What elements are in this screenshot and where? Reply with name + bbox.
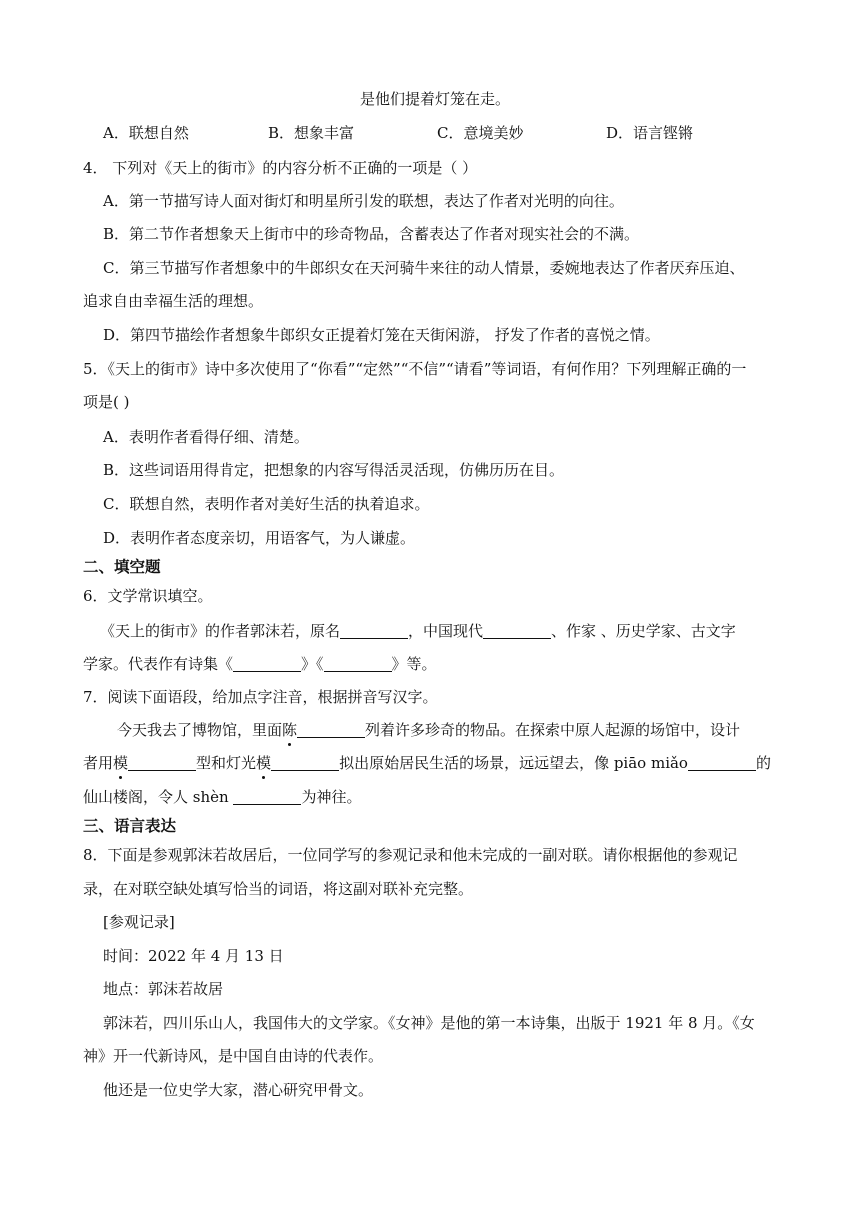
q5-stem-line1: 5．《天上的街市》诗中多次使用了“你看”“定然”“不信”“请看”等词语，有何作用？下列理解正确的一	[83, 360, 747, 378]
q7-line3	[83, 786, 361, 808]
q3-option-d: D．语言铿锵	[606, 124, 694, 142]
q4-option-b: B．第二节作者想象天上街市中的珍奇物品，含蓄表达了作者对现实社会的不满。	[103, 225, 640, 243]
q7-blank-chen-pinyin[interactable]	[297, 719, 365, 738]
q5-option-c: C．联想自然，表明作者对美好生活的执着追求。	[103, 495, 430, 513]
q6-blank-collection-2[interactable]	[324, 653, 392, 672]
section-heading-fill-blank: 二、填空题	[83, 558, 161, 576]
q6-line1	[100, 620, 736, 642]
q6-text-2: ，中国现代	[408, 622, 484, 640]
q3-option-b: B．想象丰富	[268, 124, 355, 142]
q3-option-c: C．意境美妙	[437, 124, 524, 142]
q8-stem-line1: 8．下面是参观郭沫若故居后，一位同学写的参观记录和他未完成的一副对联。请你根据他的参观记	[83, 846, 738, 864]
q5-stem-line2: 项是( )	[83, 393, 130, 411]
q3-tail: 是他们提着灯笼在走。	[360, 90, 511, 108]
section-heading-language-expression: 三、语言表达	[83, 817, 177, 835]
q6-blank-collection-1[interactable]	[233, 653, 301, 672]
q7-text-4: 型和灯光	[196, 754, 257, 772]
q5-option-a: A．表明作者看得仔细、清楚。	[103, 428, 309, 446]
q8-record-paragraph1-line2: 神》开一代新诗风，是中国自由诗的代表作。	[83, 1047, 384, 1065]
q7-blank-mo-pinyin-1[interactable]	[128, 752, 196, 771]
q7-dotted-char-mo-1: 模	[113, 754, 129, 772]
q8-record-title: [参观记录]	[103, 913, 175, 931]
q7-text-8: 为神往。	[301, 788, 362, 806]
q6-text-6: 》等。	[391, 655, 437, 673]
q7-text-7: 仙山楼阁，令人 shèn	[83, 788, 234, 806]
q8-record-paragraph2: 他还是一位史学大家，潜心研究甲骨文。	[103, 1081, 374, 1099]
q4-option-c-line1: C．第三节描写作者想象中的牛郎织女在天河骑牛来往的动人情景，委婉地表达了作者厌弃压迫、	[103, 259, 745, 277]
q7-blank-mo-pinyin-2[interactable]	[271, 752, 339, 771]
q6-blank-identity[interactable]	[483, 620, 551, 639]
q6-text-5: 》《	[301, 655, 324, 673]
q7-line1	[117, 719, 740, 741]
q4-stem: 4． 下列对《天上的街市》的内容分析不正确的一项是（ ）	[83, 159, 478, 177]
q5-option-b: B．这些词语用得肯定，把想象的内容写得活灵活现，仿佛历历在目。	[103, 461, 565, 479]
q6-blank-original-name[interactable]	[340, 620, 408, 639]
q7-blank-shen[interactable]	[233, 786, 301, 805]
q5-option-d: D．表明作者态度亲切，用语客气，为人谦虚。	[103, 529, 416, 547]
q7-text-1: 今天我去了博物馆，里面	[117, 721, 283, 739]
q6-stem: 6．文学常识填空。	[83, 587, 213, 605]
q7-dotted-char-mo-2: 模	[256, 754, 272, 772]
q8-record-paragraph1-line1: 郭沫若，四川乐山人，我国伟大的文学家。《女神》是他的第一本诗集，出版于 1921 年 8 月。《女	[103, 1014, 755, 1032]
q4-option-a: A．第一节描写诗人面对街灯和明星所引发的联想，表达了作者对光明的向往。	[103, 192, 624, 210]
q7-text-5: 拟出原始居民生活的场景，远远望去，像 piāo miǎo	[339, 754, 688, 772]
q7-text-3: 者用	[83, 754, 114, 772]
q8-record-time: 时间：2022 年 4 月 13 日	[103, 947, 284, 965]
q4-option-d: D．第四节描绘作者想象牛郎织女正提着灯笼在天街闲游， 抒发了作者的喜悦之情。	[103, 326, 660, 344]
q6-text-3: 、作家 、历史学家、古文字	[551, 622, 736, 640]
q7-blank-piaomiao[interactable]	[688, 752, 756, 771]
q7-text-6: 的	[755, 754, 771, 772]
q6-text-1: 《天上的街市》的作者郭沫若，原名	[100, 622, 341, 640]
q8-record-place: 地点：郭沫若故居	[103, 980, 224, 998]
q7-dotted-char-chen: 陈	[282, 721, 298, 739]
q6-text-4: 学家。代表作有诗集《	[83, 655, 234, 673]
q8-stem-line2: 录，在对联空缺处填写恰当的词语，将这副对联补充完整。	[83, 880, 474, 898]
q3-option-a: A．联想自然	[103, 124, 189, 142]
q7-line2	[83, 752, 771, 774]
q7-text-2: 列着许多珍奇的物品。在探索中原人起源的场馆中，设计	[365, 721, 741, 739]
q4-option-c-line2: 追求自由幸福生活的理想。	[83, 292, 264, 310]
q6-line2	[83, 653, 437, 675]
q7-stem: 7．阅读下面语段，给加点字注音，根据拼音写汉字。	[83, 688, 438, 706]
